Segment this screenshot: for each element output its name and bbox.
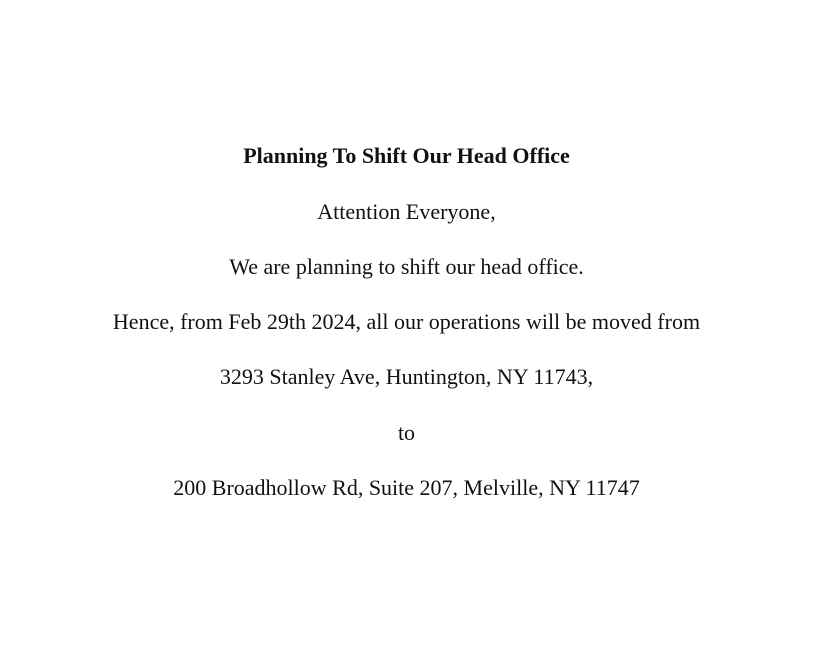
notice-title: Planning To Shift Our Head Office [243, 143, 570, 168]
notice-announcement: We are planning to shift our head office. [229, 254, 584, 279]
notice-effective-statement: Hence, from Feb 29th 2024, all our operations will be moved from [112, 309, 701, 334]
notice-greeting: Attention Everyone, [317, 199, 496, 224]
address-connector: to [397, 420, 416, 445]
old-address: 3293 Stanley Ave, Huntington, NY 11743, [219, 364, 594, 389]
new-address: 200 Broadhollow Rd, Suite 207, Melville, NY 11747 [173, 475, 640, 500]
